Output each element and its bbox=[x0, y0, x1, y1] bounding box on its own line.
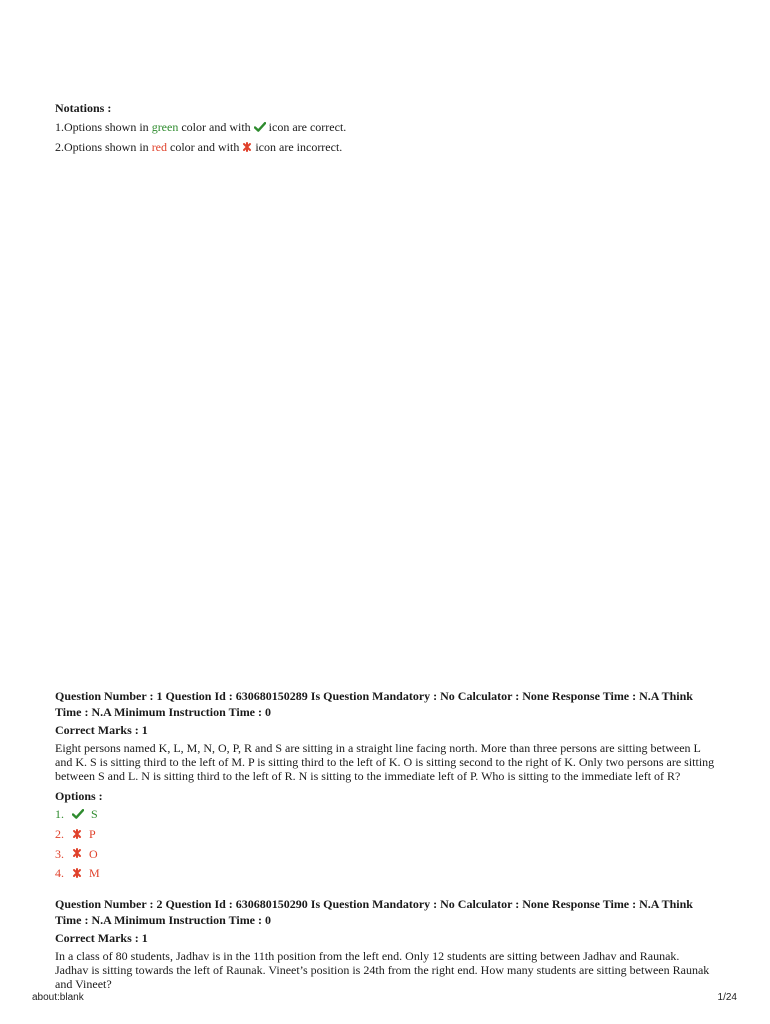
question-text-line: In a class of 80 students, Jadhav is in the 11th position from the left end. Only 12 students are sitting between Jadhav and Raunak. bbox=[55, 949, 680, 963]
options-list bbox=[55, 805, 725, 884]
option-number: 3. bbox=[55, 846, 64, 861]
check-icon bbox=[72, 806, 84, 825]
correct-marks: Correct Marks : 1 bbox=[55, 931, 148, 945]
notation-incorrect-color-word: red bbox=[151, 139, 168, 154]
option-item-3 bbox=[55, 845, 725, 865]
notations-section bbox=[55, 99, 346, 158]
question-text bbox=[55, 741, 725, 783]
notation-incorrect-middle: color and with bbox=[167, 139, 243, 154]
question-text-line: and Vineet? bbox=[55, 977, 112, 991]
question-header: Question Number : 1 Question Id : 630680150289 Is Question Mandatory : No Calculator : None Response Time : N.A Think bbox=[55, 689, 693, 703]
page-number: 1/24 bbox=[717, 992, 737, 1003]
correct-marks: Correct Marks : 1 bbox=[55, 723, 148, 737]
option-text: M bbox=[89, 866, 100, 881]
notation-incorrect-line bbox=[55, 138, 346, 158]
cross-icon bbox=[72, 845, 82, 864]
notation-incorrect-prefix: 2.Options shown in bbox=[55, 139, 152, 154]
option-text: P bbox=[89, 826, 96, 841]
option-item-2 bbox=[55, 825, 725, 845]
question-header-cont: Time : N.A Minimum Instruction Time : 0 bbox=[55, 705, 272, 719]
question-text-line: and K. S is sitting third to the left of M. P is sitting third to the left of K. O is sitting second to the right of K. Only two persons are sitting bbox=[55, 755, 715, 769]
notation-correct-color-word: green bbox=[151, 120, 179, 134]
question-header: Question Number : 2 Question Id : 630680150290 Is Question Mandatory : No Calculator : None Response Time : N.A Think bbox=[55, 897, 693, 911]
option-number: 4. bbox=[55, 866, 64, 881]
check-icon bbox=[254, 119, 266, 138]
option-number: 2. bbox=[55, 826, 64, 841]
footer-url: about:blank bbox=[32, 992, 84, 1003]
notation-correct-middle: color and with bbox=[178, 120, 254, 134]
question-text bbox=[55, 949, 725, 991]
option-number: 1. bbox=[55, 807, 64, 821]
cross-icon bbox=[72, 826, 82, 845]
question-header-cont: Time : N.A Minimum Instruction Time : 0 bbox=[55, 913, 272, 927]
cross-icon bbox=[72, 865, 82, 884]
notation-incorrect-suffix: icon are incorrect. bbox=[252, 139, 343, 154]
option-text: O bbox=[89, 846, 98, 861]
notation-correct-line bbox=[55, 118, 346, 138]
option-text: S bbox=[91, 807, 98, 821]
question-text-line: Jadhav is sitting towards the left of Raunak. Vineet’s position is 24th from the right end. How many students are sitting between Raunak bbox=[55, 963, 710, 977]
question-text-line: between S and L. N is sitting third to the left of R. N is sitting to the immediate left of P. Who is sitting to the immediate left of R? bbox=[55, 769, 681, 783]
option-item-1 bbox=[55, 805, 725, 825]
notation-correct-suffix: icon are correct. bbox=[265, 120, 347, 134]
cross-icon bbox=[242, 139, 252, 158]
question-block-1 bbox=[55, 688, 725, 884]
notation-correct-prefix: 1.Options shown in bbox=[55, 120, 152, 134]
question-text-line: Eight persons named K, L, M, N, O, P, R and S are sitting in a straight line facing north. More than three persons are sitting between L bbox=[55, 741, 701, 755]
options-label: Options : bbox=[55, 789, 103, 803]
question-block-2 bbox=[55, 896, 725, 991]
option-item-4 bbox=[55, 864, 725, 884]
notations-heading: Notations : bbox=[55, 101, 112, 115]
